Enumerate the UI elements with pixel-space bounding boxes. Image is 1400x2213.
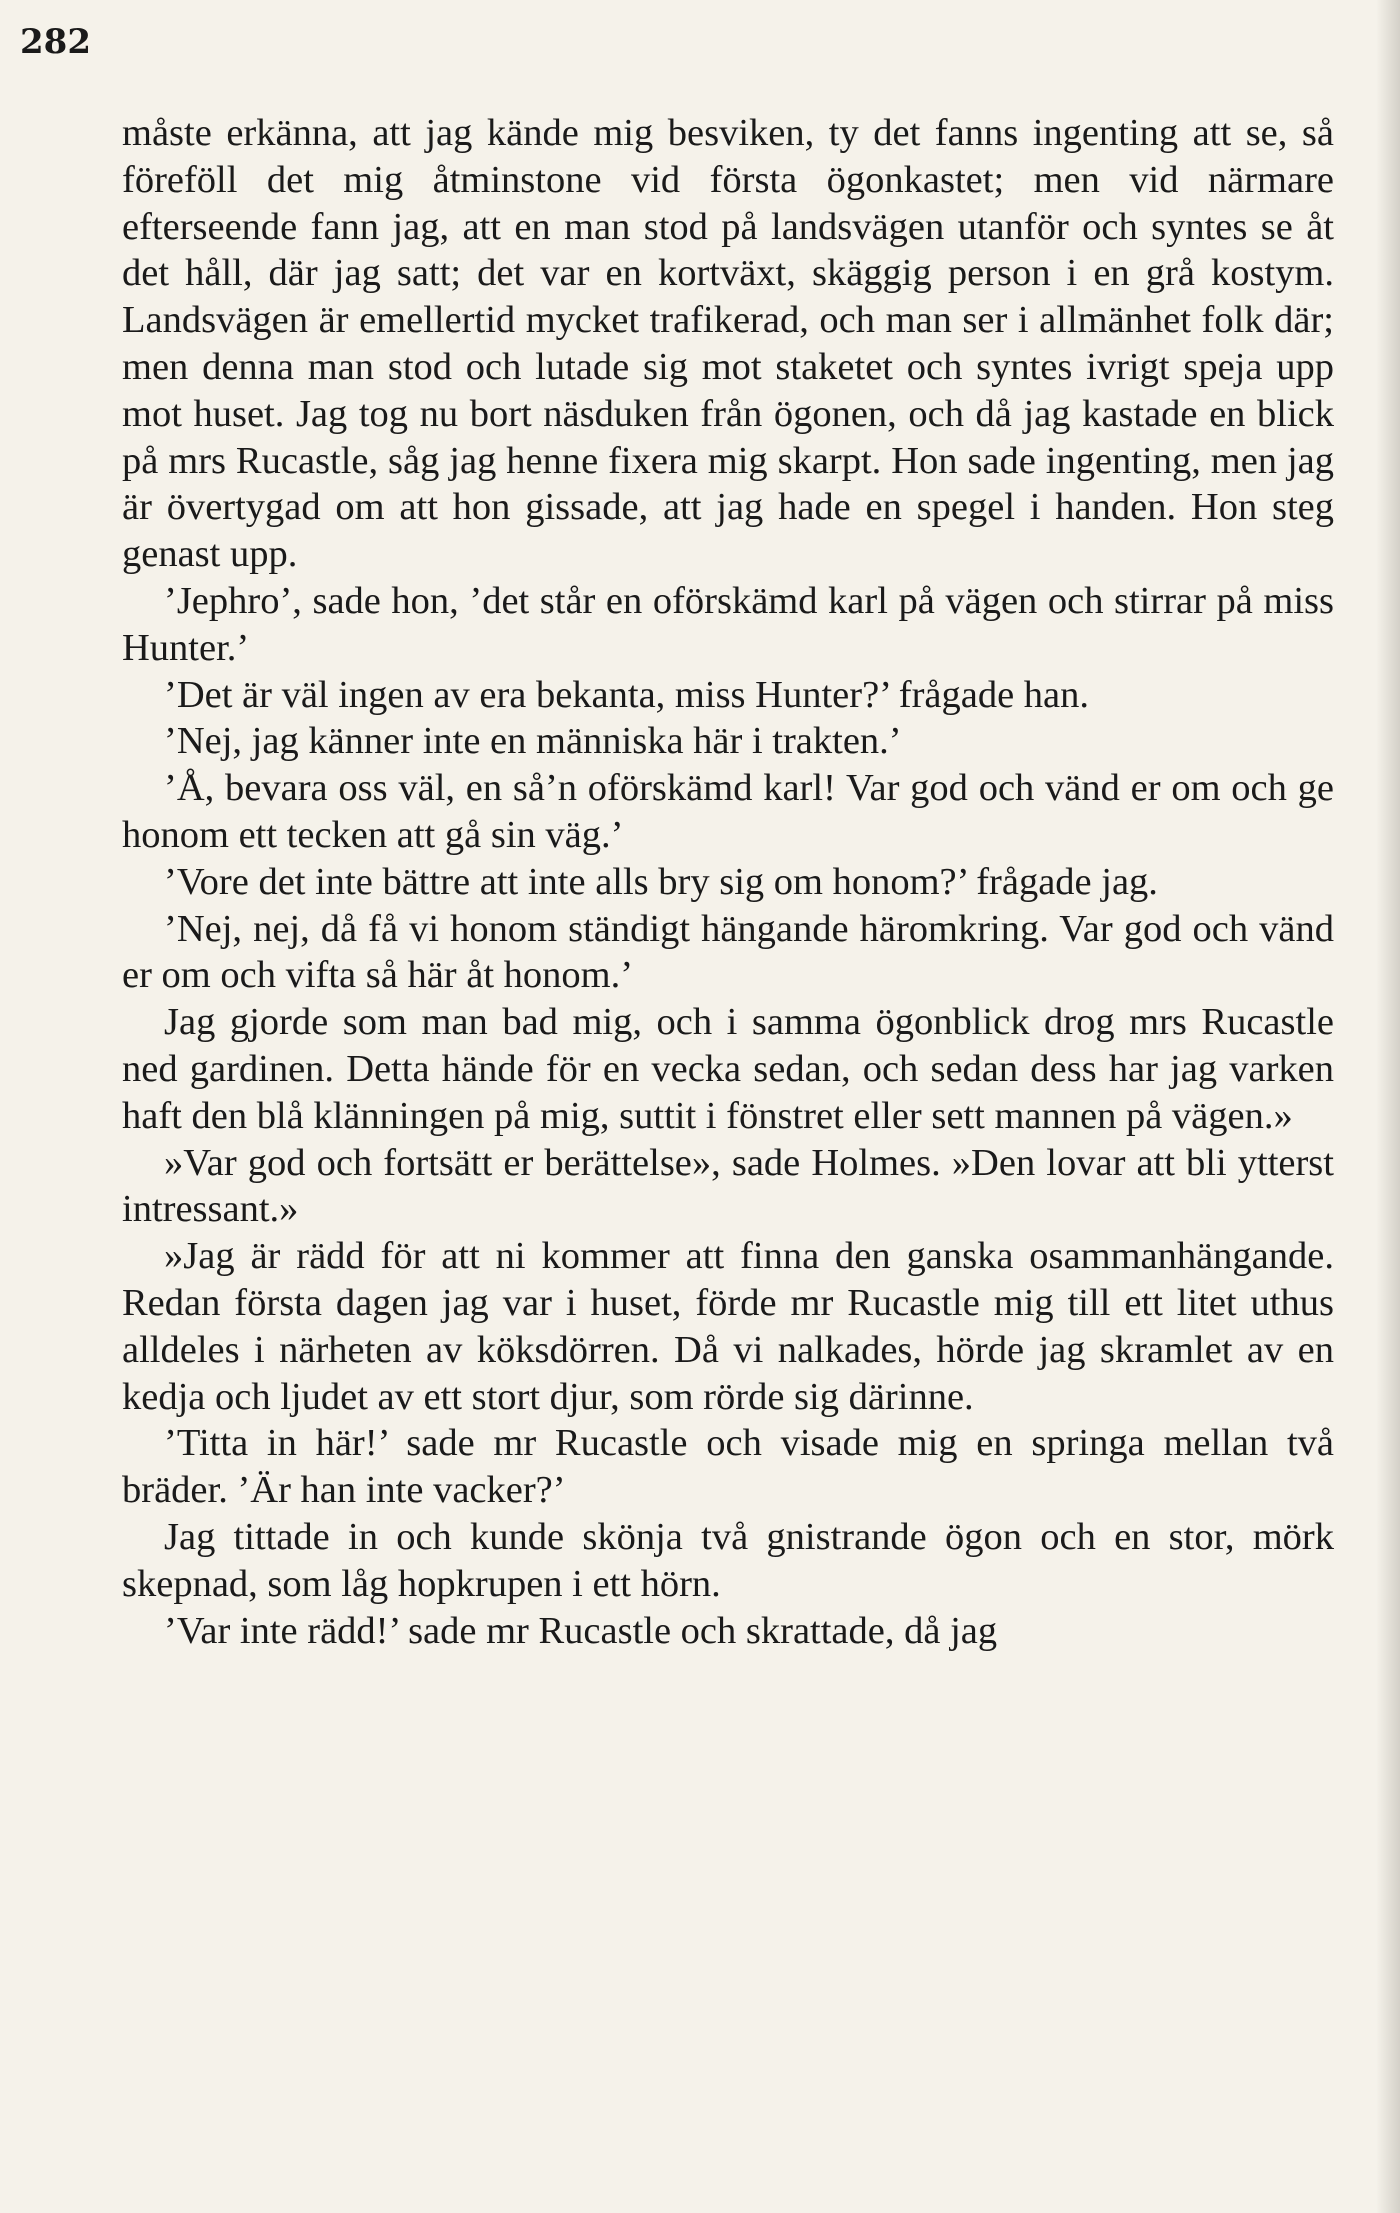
paragraph: ’Jephro’, sade hon, ’det står en oförskämd karl på vägen och stirrar på miss Hunter.’ [122,579,1334,669]
page-number: 282 [20,22,91,62]
paragraph: ’Det är väl ingen av era bekanta, miss Hunter?’ frågade han. [164,673,1089,716]
paragraph: »Jag är rädd för att ni kommer att finna den ganska osammanhängande. Redan första dagen jag var i huset, förde mr Rucastle mig till ett litet uthus alldeles i närheten av köksdörren. Då vi nalkades, hörde jag skramlet av en kedja och ljudet av ett stort djur, som rörde sig därinne. [122,1235,1334,1418]
paragraph: ’Var inte rädd!’ sade mr Rucastle och skrattade, då jag [164,1609,998,1652]
paragraph: Jag gjorde som man bad mig, och i samma ögonblick drog mrs Rucastle ned gardinen. Detta hände för en vecka sedan, och sedan dess har jag varken haft den blå klänningen på mig, suttit i fönstret eller sett mannen på vägen.» [122,1001,1334,1137]
paragraph: måste erkänna, att jag kände mig besviken, ty det fanns ingenting att se, så föreföll det mig åtminstone vid första ögonkastet; men vid närmare efterseende fann jag, att en man stod på landsvägen utanför och syntes se åt det håll, där jag satt; det var en kortväxt, skäggig person i en grå kostym. Landsvägen är emellertid mycket trafikerad, och man ser i allmänhet folk där; men denna man stod och lutade sig mot staketet och syntes ivrigt speja upp mot huset. Jag tog nu bort näsduken från ögonen, och då jag kastade en blick på mrs Rucastle, såg jag henne fixera mig skarpt. Hon sade ingenting, men jag är övertygad om att hon gissade, att jag hade en spegel i handen. Hon steg genast upp. [122,112,1334,576]
body-text [122,110,1334,1654]
paragraph: ’Vore det inte bättre att inte alls bry sig om honom?’ frågade jag. [164,860,1158,903]
page-edge-shadow [1376,0,1400,2213]
paragraph: ’Nej, jag känner inte en människa här i trakten.’ [164,720,902,763]
paragraph: »Var god och fortsätt er berättelse», sade Holmes. »Den lovar att bli ytterst intressant.» [122,1141,1334,1231]
paragraph: ’Å, bevara oss väl, en så’n oförskämd karl! Var god och vänd er om och ge honom ett tecken att gå sin väg.’ [122,767,1334,856]
paragraph: ’Titta in här!’ sade mr Rucastle och visade mig en springa mellan två bräder. ’Är han inte vacker?’ [122,1422,1334,1512]
paragraph: ’Nej, nej, då få vi honom ständigt hängande häromkring. Var god och vänd er om och vifta så här åt honom.’ [122,907,1334,997]
paragraph: Jag tittade in och kunde skönja två gnistrande ögon och en stor, mörk skepnad, som låg hopkrupen i ett hörn. [122,1515,1334,1605]
